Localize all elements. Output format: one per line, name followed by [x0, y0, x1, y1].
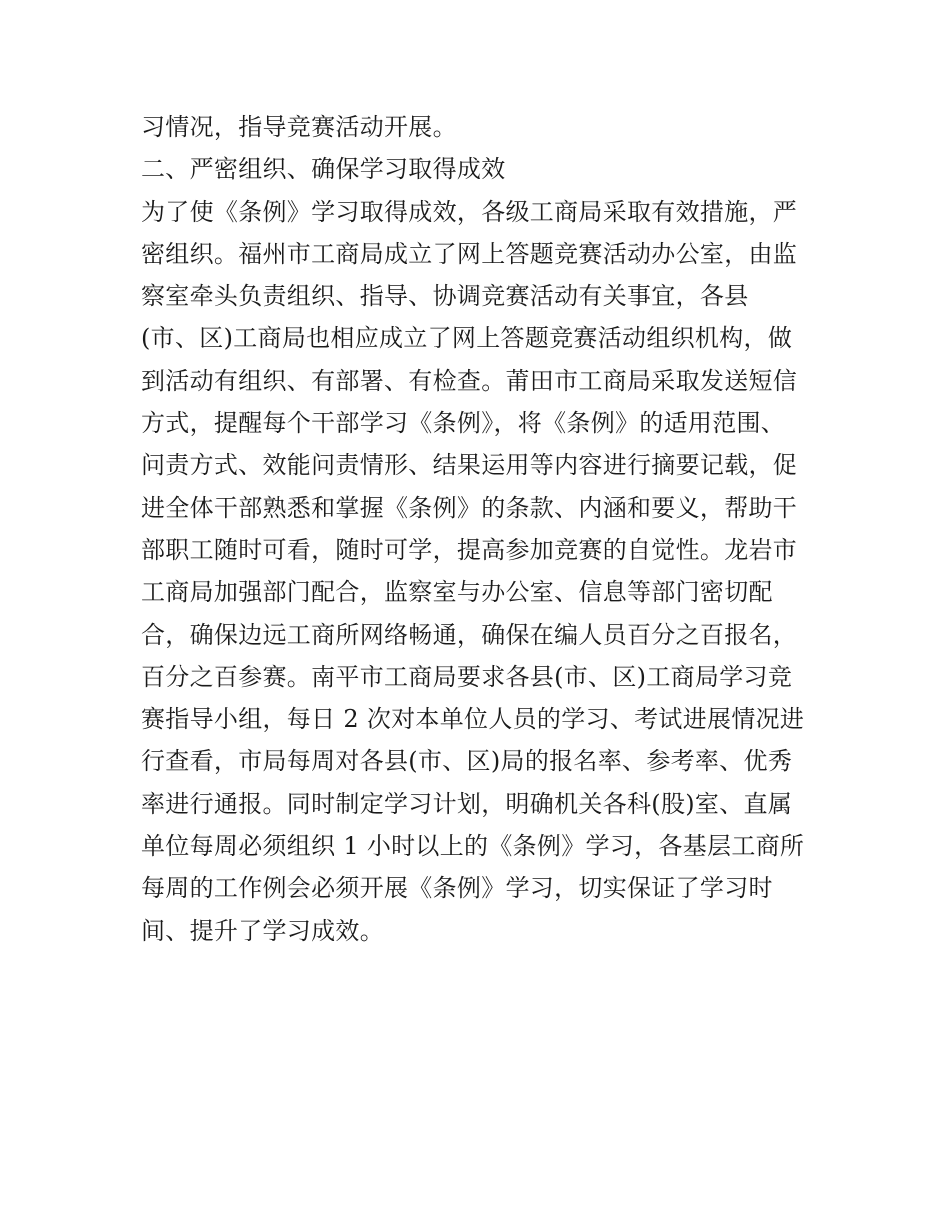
section-heading: 二、严密组织、确保学习取得成效	[141, 155, 506, 184]
text-line: 方式，提醒每个干部学习《条例》，将《条例》的适用范围、	[141, 409, 786, 438]
document-body	[141, 106, 816, 952]
text-line: 工商局加强部门配合，监察室与办公室、信息等部门密切配	[141, 578, 773, 607]
text-line: 间、提升了学习成效。	[141, 916, 384, 945]
text-line: 察室牵头负责组织、指导、协调竞赛活动有关事宜，各县	[141, 282, 749, 311]
text-line: 合，确保边远工商所网络畅通，确保在编人员百分之百报名，	[141, 620, 798, 649]
text-line: 部职工随时可看，随时可学，提高参加竞赛的自觉性。龙岩市	[141, 535, 798, 564]
text-line: 率进行通报。同时制定学习计划，明确机关各科(股)室、直属	[141, 789, 793, 818]
text-line: (市、区)工商局也相应成立了网上答题竞赛活动组织机构，做	[141, 324, 793, 353]
text-line: 习情况，指导竞赛活动开展。	[141, 113, 457, 141]
text-line: 进全体干部熟悉和掌握《条例》的条款、内涵和要义，帮助干	[141, 493, 798, 522]
text-line: 百分之百参赛。南平市工商局要求各县(市、区)工商局学习竞	[141, 662, 793, 691]
text-line: 到活动有组织、有部署、有检查。莆田市工商局采取发送短信	[141, 366, 798, 395]
text-line: 每周的工作例会必须开展《条例》学习，切实保证了学习时	[141, 874, 773, 903]
text-line: 问责方式、效能问责情形、结果运用等内容进行摘要记载，促	[141, 451, 798, 480]
text-line: 为了使《条例》学习取得成效，各级工商局采取有效措施，严	[141, 197, 798, 226]
text-line: 赛指导小组，每日 2 次对本单位人员的学习、考试进展情况进	[141, 705, 805, 734]
text-line: 行查看，市局每周对各县(市、区)局的报名率、参考率、优秀	[141, 747, 793, 776]
text-line: 密组织。福州市工商局成立了网上答题竞赛活动办公室，由监	[141, 239, 798, 268]
text-line: 单位每周必须组织 1 小时以上的《条例》学习，各基层工商所	[141, 832, 805, 861]
